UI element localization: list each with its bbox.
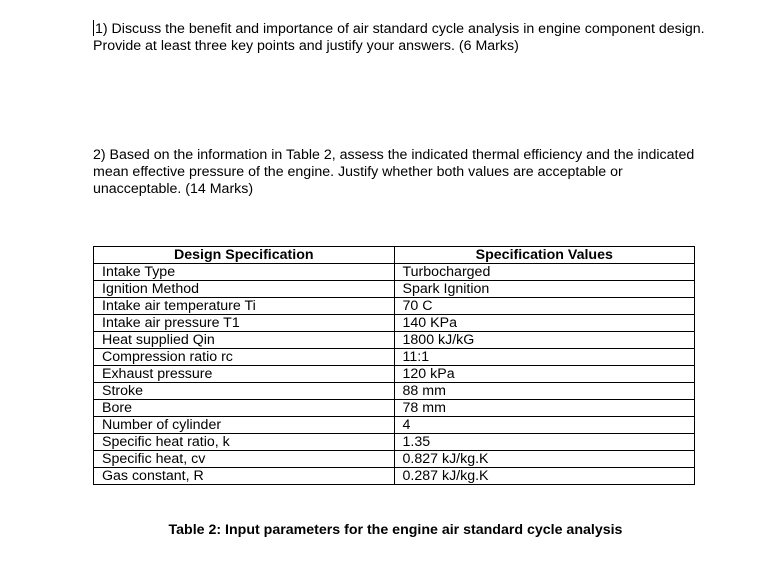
header-design-specification: Design Specification bbox=[94, 247, 395, 264]
spec-name-cell: Number of cylinder bbox=[94, 417, 395, 434]
spec-name-cell: Intake Type bbox=[94, 264, 395, 281]
spec-value-cell: Spark Ignition bbox=[394, 281, 694, 298]
spec-name-cell: Specific heat ratio, k bbox=[94, 434, 395, 451]
spec-name-cell: Bore bbox=[94, 400, 395, 417]
table-row bbox=[94, 281, 695, 298]
table-row bbox=[94, 434, 695, 451]
table-row bbox=[94, 468, 695, 485]
spec-name-cell: Gas constant, R bbox=[94, 468, 395, 485]
spec-value-cell: 0.287 kJ/kg.K bbox=[394, 468, 694, 485]
spec-name-cell: Heat supplied Qin bbox=[94, 332, 395, 349]
spec-value-cell: 88 mm bbox=[394, 383, 694, 400]
spec-name-cell: Intake air temperature Ti bbox=[94, 298, 395, 315]
spec-value-cell: 78 mm bbox=[394, 400, 694, 417]
spec-value-cell: 4 bbox=[394, 417, 694, 434]
spec-name-cell: Stroke bbox=[94, 383, 395, 400]
spec-name-cell: Exhaust pressure bbox=[94, 366, 395, 383]
spec-value-cell: 70 C bbox=[394, 298, 694, 315]
table-row bbox=[94, 349, 695, 366]
specification-table bbox=[93, 246, 695, 485]
spec-value-cell: 11:1 bbox=[394, 349, 694, 366]
question-1-text: 1) Discuss the benefit and importance of air standard cycle analysis in engine component design. Provide at least three key points and justify your answers. (6 Marks) bbox=[93, 21, 705, 54]
table-row bbox=[94, 400, 695, 417]
table-row bbox=[94, 264, 695, 281]
header-specification-values: Specification Values bbox=[394, 247, 694, 264]
table-row bbox=[94, 383, 695, 400]
text-cursor bbox=[93, 20, 94, 36]
spec-name-cell: Compression ratio rc bbox=[94, 349, 395, 366]
spec-name-cell: Specific heat, cv bbox=[94, 451, 395, 468]
spec-value-cell: 140 KPa bbox=[394, 315, 694, 332]
table-row bbox=[94, 298, 695, 315]
table-row bbox=[94, 332, 695, 349]
table-caption: Table 2: Input parameters for the engine air standard cycle analysis bbox=[168, 522, 623, 538]
table-row bbox=[94, 417, 695, 434]
table-row bbox=[94, 366, 695, 383]
spec-name-cell: Ignition Method bbox=[94, 281, 395, 298]
spec-name-cell: Intake air pressure T1 bbox=[94, 315, 395, 332]
table-row bbox=[94, 451, 695, 468]
spec-value-cell: 120 kPa bbox=[394, 366, 694, 383]
spec-value-cell: 1.35 bbox=[394, 434, 694, 451]
question-2 bbox=[93, 147, 713, 198]
table-row bbox=[94, 315, 695, 332]
spec-value-cell: 1800 kJ/kG bbox=[394, 332, 694, 349]
table-body bbox=[94, 264, 695, 485]
question-2-text: 2) Based on the information in Table 2, assess the indicated thermal efficiency and the indicated mean effective pressure of the engine. Justify whether both values are acceptable or unacceptable. (14 Marks) bbox=[93, 147, 695, 197]
table-header-row bbox=[94, 247, 695, 264]
question-1 bbox=[93, 20, 713, 55]
spec-value-cell: 0.827 kJ/kg.K bbox=[394, 451, 694, 468]
spec-value-cell: Turbocharged bbox=[394, 264, 694, 281]
